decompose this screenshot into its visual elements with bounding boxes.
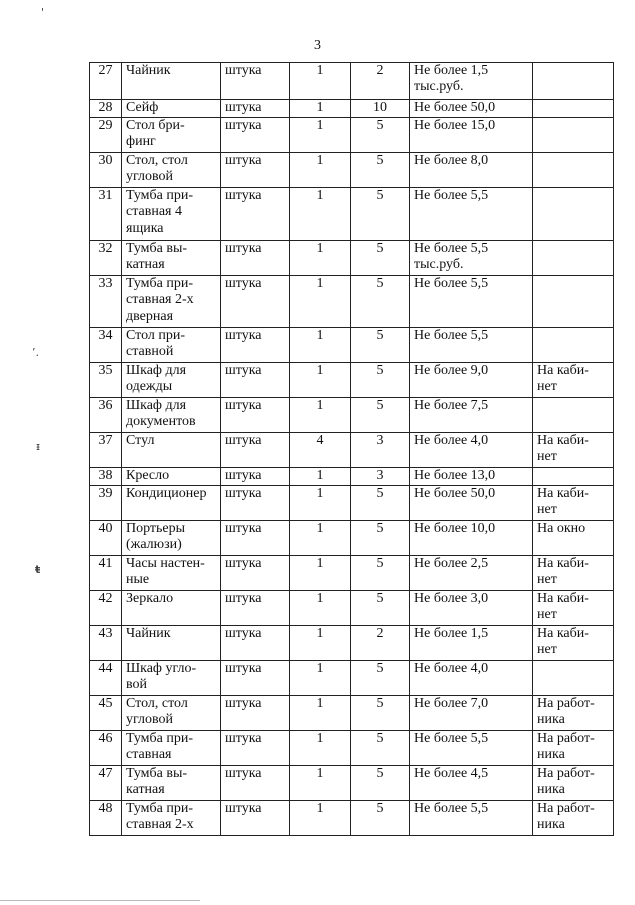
item-unit: штука — [221, 433, 290, 468]
item-price-limit: Не более 1,5 — [410, 626, 533, 661]
item-unit: штука — [221, 661, 290, 696]
item-service-years: 5 — [351, 153, 410, 188]
row-number: 31 — [90, 188, 122, 241]
item-unit: штука — [221, 328, 290, 363]
row-number: 43 — [90, 626, 122, 661]
item-note: На каби- нет — [533, 363, 614, 398]
table-row — [90, 276, 614, 328]
item-note: На работ- ника — [533, 696, 614, 731]
table-row — [90, 63, 614, 100]
table-row — [90, 468, 614, 486]
item-quantity: 1 — [290, 241, 351, 276]
item-unit: штука — [221, 188, 290, 241]
item-name: Тумба при- ставная 4 ящика — [122, 188, 221, 241]
item-quantity: 1 — [290, 468, 351, 486]
item-service-years: 5 — [351, 801, 410, 836]
item-note: На каби- нет — [533, 591, 614, 626]
item-unit: штука — [221, 626, 290, 661]
item-name: Портьеры (жалюзи) — [122, 521, 221, 556]
item-name: Шкаф для документов — [122, 398, 221, 433]
item-quantity: 1 — [290, 118, 351, 153]
item-unit: штука — [221, 153, 290, 188]
item-price-limit: Не более 5,5 — [410, 188, 533, 241]
item-price-limit: Не более 5,5 — [410, 328, 533, 363]
item-name: Стол бри- финг — [122, 118, 221, 153]
row-number: 28 — [90, 100, 122, 118]
item-price-limit: Не более 8,0 — [410, 153, 533, 188]
table-row — [90, 118, 614, 153]
item-quantity: 1 — [290, 276, 351, 328]
row-number: 37 — [90, 433, 122, 468]
row-number: 44 — [90, 661, 122, 696]
table-row — [90, 591, 614, 626]
item-unit: штука — [221, 63, 290, 100]
item-price-limit: Не более 4,5 — [410, 766, 533, 801]
table-body — [90, 63, 614, 836]
table-row — [90, 731, 614, 766]
item-name: Шкаф угло- вой — [122, 661, 221, 696]
row-number: 48 — [90, 801, 122, 836]
row-number: 39 — [90, 486, 122, 521]
row-number: 35 — [90, 363, 122, 398]
item-unit: штука — [221, 731, 290, 766]
item-note — [533, 241, 614, 276]
item-note — [533, 153, 614, 188]
item-note: На каби- нет — [533, 433, 614, 468]
item-name: Стул — [122, 433, 221, 468]
table-row — [90, 153, 614, 188]
item-name: Чайник — [122, 626, 221, 661]
item-name: Кондиционер — [122, 486, 221, 521]
scan-speck: ʼ. — [32, 346, 39, 359]
table-row — [90, 328, 614, 363]
item-service-years: 5 — [351, 328, 410, 363]
item-service-years: 5 — [351, 118, 410, 153]
item-quantity: 1 — [290, 626, 351, 661]
item-service-years: 3 — [351, 433, 410, 468]
item-name: Тумба вы- катная — [122, 241, 221, 276]
item-price-limit: Не более 50,0 — [410, 100, 533, 118]
table-row — [90, 241, 614, 276]
item-price-limit: Не более 50,0 — [410, 486, 533, 521]
row-number: 36 — [90, 398, 122, 433]
table-row — [90, 521, 614, 556]
table-row — [90, 363, 614, 398]
row-number: 42 — [90, 591, 122, 626]
item-unit: штука — [221, 276, 290, 328]
table-row — [90, 433, 614, 468]
item-unit: штука — [221, 118, 290, 153]
item-service-years: 5 — [351, 188, 410, 241]
item-service-years: 5 — [351, 486, 410, 521]
item-quantity: 1 — [290, 766, 351, 801]
table-row — [90, 766, 614, 801]
item-unit: штука — [221, 766, 290, 801]
item-price-limit: Не более 5,5 — [410, 801, 533, 836]
item-name: Тумба при- ставная 2-х — [122, 801, 221, 836]
scan-speck: ᵻ — [36, 440, 41, 453]
item-name: Чайник — [122, 63, 221, 100]
item-price-limit: Не более 7,0 — [410, 696, 533, 731]
item-price-limit: Не более 15,0 — [410, 118, 533, 153]
item-unit: штука — [221, 486, 290, 521]
item-price-limit: Не более 4,0 — [410, 433, 533, 468]
item-price-limit: Не более 7,5 — [410, 398, 533, 433]
item-service-years: 5 — [351, 276, 410, 328]
table-row — [90, 626, 614, 661]
item-service-years: 5 — [351, 731, 410, 766]
item-price-limit: Не более 4,0 — [410, 661, 533, 696]
item-unit: штука — [221, 591, 290, 626]
item-name: Сейф — [122, 100, 221, 118]
item-service-years: 5 — [351, 661, 410, 696]
item-note: На окно — [533, 521, 614, 556]
item-note: На работ- ника — [533, 731, 614, 766]
item-name: Кресло — [122, 468, 221, 486]
item-price-limit: Не более 2,5 — [410, 556, 533, 591]
item-note: На работ- ника — [533, 801, 614, 836]
item-note: На работ- ника — [533, 766, 614, 801]
item-quantity: 1 — [290, 63, 351, 100]
item-service-years: 5 — [351, 591, 410, 626]
item-unit: штука — [221, 556, 290, 591]
item-unit: штука — [221, 521, 290, 556]
item-name: Шкаф для одежды — [122, 363, 221, 398]
item-quantity: 4 — [290, 433, 351, 468]
item-quantity: 1 — [290, 521, 351, 556]
item-note — [533, 118, 614, 153]
row-number: 45 — [90, 696, 122, 731]
item-price-limit: Не более 13,0 — [410, 468, 533, 486]
item-note — [533, 188, 614, 241]
row-number: 30 — [90, 153, 122, 188]
item-quantity: 1 — [290, 153, 351, 188]
item-service-years: 5 — [351, 521, 410, 556]
table-row — [90, 696, 614, 731]
item-price-limit: Не более 5,5 — [410, 731, 533, 766]
table-row — [90, 661, 614, 696]
item-note — [533, 398, 614, 433]
item-quantity: 1 — [290, 661, 351, 696]
row-number: 34 — [90, 328, 122, 363]
row-number: 33 — [90, 276, 122, 328]
item-note — [533, 63, 614, 100]
item-note — [533, 468, 614, 486]
row-number: 29 — [90, 118, 122, 153]
items-table — [89, 62, 614, 836]
row-number: 32 — [90, 241, 122, 276]
row-number: 38 — [90, 468, 122, 486]
item-note: На каби- нет — [533, 626, 614, 661]
item-unit: штука — [221, 363, 290, 398]
item-note: На каби- нет — [533, 556, 614, 591]
item-unit: штука — [221, 696, 290, 731]
item-quantity: 1 — [290, 363, 351, 398]
item-quantity: 1 — [290, 591, 351, 626]
item-service-years: 3 — [351, 468, 410, 486]
item-quantity: 1 — [290, 801, 351, 836]
scan-speck: ' — [41, 6, 45, 19]
item-quantity: 1 — [290, 398, 351, 433]
item-note — [533, 661, 614, 696]
row-number: 46 — [90, 731, 122, 766]
item-quantity: 1 — [290, 328, 351, 363]
item-name: Часы настен- ные — [122, 556, 221, 591]
item-price-limit: Не более 5,5 тыс.руб. — [410, 241, 533, 276]
item-price-limit: Не более 1,5 тыс.руб. — [410, 63, 533, 100]
table-row — [90, 556, 614, 591]
item-note — [533, 100, 614, 118]
table-row — [90, 801, 614, 836]
table-row — [90, 486, 614, 521]
item-name: Стол, стол угловой — [122, 696, 221, 731]
item-service-years: 5 — [351, 766, 410, 801]
item-name: Стол, стол угловой — [122, 153, 221, 188]
item-unit: штука — [221, 100, 290, 118]
item-name: Тумба вы- катная — [122, 766, 221, 801]
page-number: 3 — [314, 38, 321, 53]
item-quantity: 1 — [290, 486, 351, 521]
item-unit: штука — [221, 241, 290, 276]
item-service-years: 10 — [351, 100, 410, 118]
item-service-years: 5 — [351, 363, 410, 398]
item-price-limit: Не более 5,5 — [410, 276, 533, 328]
item-note — [533, 276, 614, 328]
item-unit: штука — [221, 398, 290, 433]
item-quantity: 1 — [290, 696, 351, 731]
item-name: Стол при- ставной — [122, 328, 221, 363]
item-service-years: 2 — [351, 626, 410, 661]
table-row — [90, 398, 614, 433]
row-number: 47 — [90, 766, 122, 801]
row-number: 27 — [90, 63, 122, 100]
item-price-limit: Не более 3,0 — [410, 591, 533, 626]
scan-speck: ŧ — [35, 563, 41, 576]
item-service-years: 2 — [351, 63, 410, 100]
item-unit: штука — [221, 801, 290, 836]
item-note: На каби- нет — [533, 486, 614, 521]
item-service-years: 5 — [351, 556, 410, 591]
table-row — [90, 188, 614, 241]
bottom-rule — [0, 900, 200, 901]
row-number: 40 — [90, 521, 122, 556]
item-price-limit: Не более 10,0 — [410, 521, 533, 556]
item-quantity: 1 — [290, 556, 351, 591]
item-quantity: 1 — [290, 731, 351, 766]
item-quantity: 1 — [290, 100, 351, 118]
item-service-years: 5 — [351, 398, 410, 433]
item-name: Зеркало — [122, 591, 221, 626]
table-row — [90, 100, 614, 118]
row-number: 41 — [90, 556, 122, 591]
item-note — [533, 328, 614, 363]
item-service-years: 5 — [351, 241, 410, 276]
item-price-limit: Не более 9,0 — [410, 363, 533, 398]
item-quantity: 1 — [290, 188, 351, 241]
item-unit: штука — [221, 468, 290, 486]
item-service-years: 5 — [351, 696, 410, 731]
item-name: Тумба при- ставная — [122, 731, 221, 766]
item-name: Тумба при- ставная 2-х дверная — [122, 276, 221, 328]
